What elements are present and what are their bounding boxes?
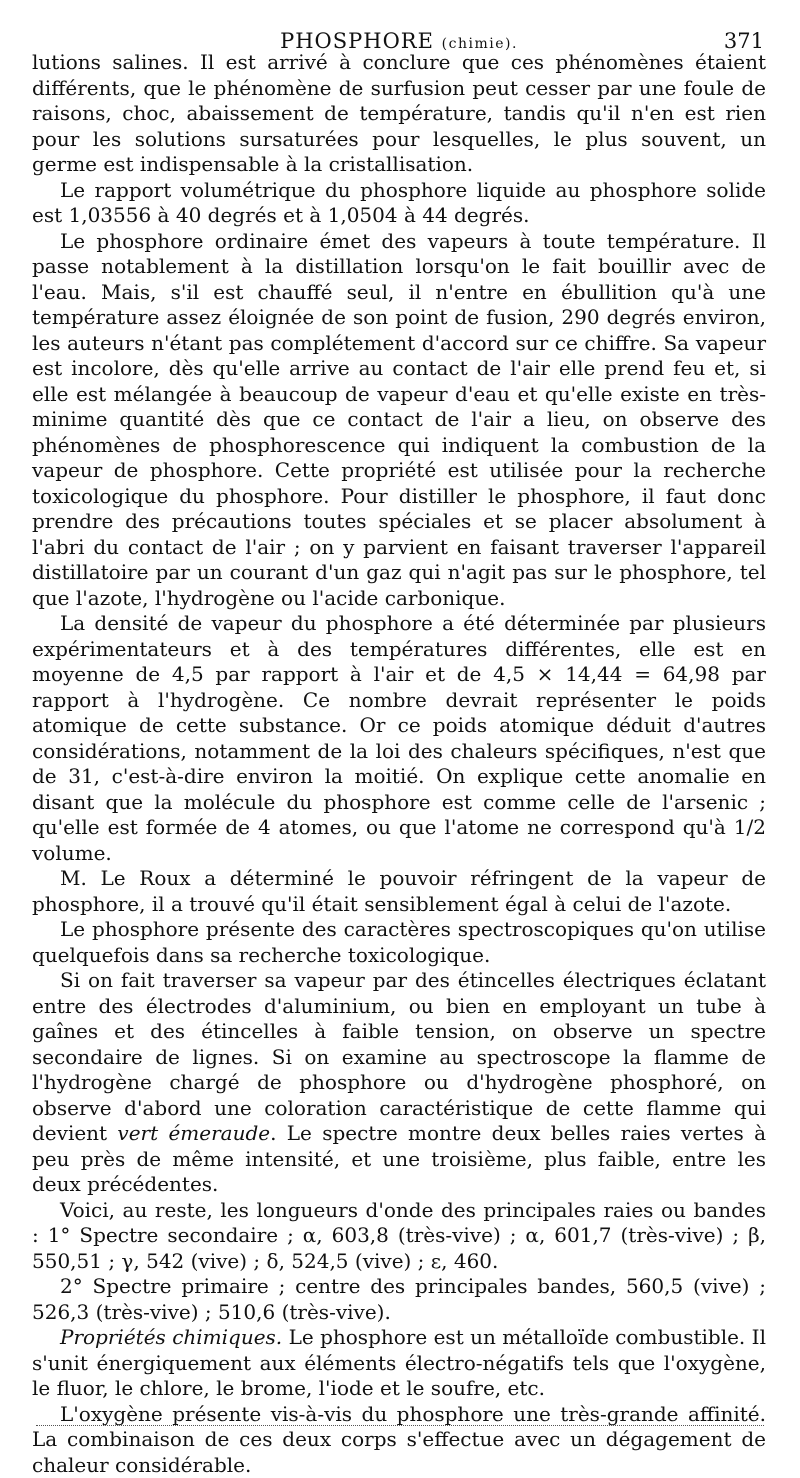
paragraph-primary-spectrum: 2° Spectre primaire ; centre des principales bandes, 560,5 (vive) ; 526,3 (très-vive) ; 510,6 (très-vive). [32,1274,766,1325]
spectrum-text-before: Si on fait traverser sa vapeur par des étincelles électriques éclatant entre des électrodes d'aluminium, ou bien en employant un tube à gaînes et des étincelles à faible tension, on observe un spectre secondaire de lignes. Si on examine au spectroscope la flamme de l'hydrogène chargé de phosphore ou d'hydrogène phosphoré, on observe d'abord une coloration caractéristique de cette flamme qui devient [32,968,766,1145]
paragraph-oxygen-affinity: L'oxygène présente vis-à-vis du phosphore une très-grande affinité. La combinaison de ces deux corps s'effectue avec un dégagement de chaleur considérable. [32,1402,766,1478]
running-header [32,0,766,50]
paragraph-vapour-distillation: Le phosphore ordinaire émet des vapeurs à toute température. Il passe notablement à la distillation lorsqu'on le fait bouillir avec de l'eau. Mais, s'il est chauffé seul, il n'entre en ébullition qu'à une température assez éloignée de son point de fusion, 290 degrés environ, les auteurs n'étant pas complétement d'accord sur ce chiffre. Sa vapeur est incolore, dès qu'elle arrive au contact de l'air elle prend feu et, si elle est mélangée à beaucoup de vapeur d'eau et qu'elle existe en très-minime quantité dès que ce contact de l'air a lieu, on observe des phénomènes de phosphorescence qui indiquent la combustion de la vapeur de phosphore. Cette propriété est utilisée pour la recherche toxicologique du phosphore. Pour distiller le phosphore, il faut donc prendre des précautions toutes spéciales et se placer absolument à l'abri du contact de l'air ; on y parvient en faisant traverser l'appareil distillatoire par un courant d'un gaz qui n'agit pas sur le phosphore, tel que l'azote, l'hydrogène ou l'acide carbonique. [32,229,766,612]
footer-dotted-rule [36,1425,764,1426]
spectrum-emerald-green: vert émeraude [117,1121,270,1145]
paragraph-wavelengths: Voici, au reste, les longueurs d'onde des principales raies ou bandes : 1° Spectre secondaire ; α, 603,8 (très-vive) ; α, 601,7 (très-vive) ; β, 550,51 ; γ, 542 (vive) ; δ, 524,5 (vive) ; ε, 460. [32,1198,766,1275]
chemical-properties-text: Le phosphore est un métalloïde combustible. Il s'unit énergiquement aux éléments électro-négatifs tels que l'oxygène, le fluor, le chlore, le brome, l'iode et le soufre, etc. [32,1325,766,1400]
paragraph-spectroscopy-intro: Le phosphore présente des caractères spectroscopiques qu'on utilise quelquefois dans sa recherche toxicologique. [32,917,766,968]
running-title [32,29,766,53]
page-number: 371 [724,29,764,53]
paragraph-continuation: lutions salines. Il est arrivé à conclure que ces phénomènes étaient différents, que le phénomène de surfusion peut cesser par une foule de raisons, choc, abaissement de température, tandis qu'il n'en est rien pour les solutions sursaturées pour lesquelles, le plus souvent, un germe est indispensable à la cristallisation. [32,50,766,178]
paragraph-spectrum [32,968,766,1198]
chemical-properties-heading: Propriétés chimiques. [60,1325,282,1349]
running-title-main: PHOSPHORE [280,29,434,53]
running-title-section: (chimie). [442,36,518,52]
paragraph-chemical-properties [32,1325,766,1402]
paragraph-vapour-density: La densité de vapeur du phosphore a été déterminée par plusieurs expérimentateurs et à des températures différentes, elle est en moyenne de 4,5 par rapport à l'air et de 4,5 × 14,44 = 64,98 par rapport à l'hydrogène. Ce nombre devrait représenter le poids atomique de cette substance. Or ce poids atomique déduit d'autres considérations, notamment de la loi des chaleurs spécifiques, n'est que de 31, c'est-à-dire environ la moitié. On explique cette anomalie en disant que la molécule du phosphore est comme celle de l'arsenic ; qu'elle est formée de 4 atomes, ou que l'atome ne correspond qu'à 1/2 volume. [32,611,766,866]
body-text [32,50,766,1478]
paragraph-refraction: M. Le Roux a déterminé le pouvoir réfringent de la vapeur de phosphore, il a trouvé qu'il était sensiblement égal à celui de l'azote. [32,866,766,917]
paragraph-volume-ratio: Le rapport volumétrique du phosphore liquide au phosphore solide est 1,03556 à 40 degrés et à 1,0504 à 44 degrés. [32,178,766,229]
spectrum-text-after: . Le spectre montre deux belles raies vertes à peu près de même intensité, et une troisième, plus faible, entre les deux précédentes. [32,1121,766,1196]
